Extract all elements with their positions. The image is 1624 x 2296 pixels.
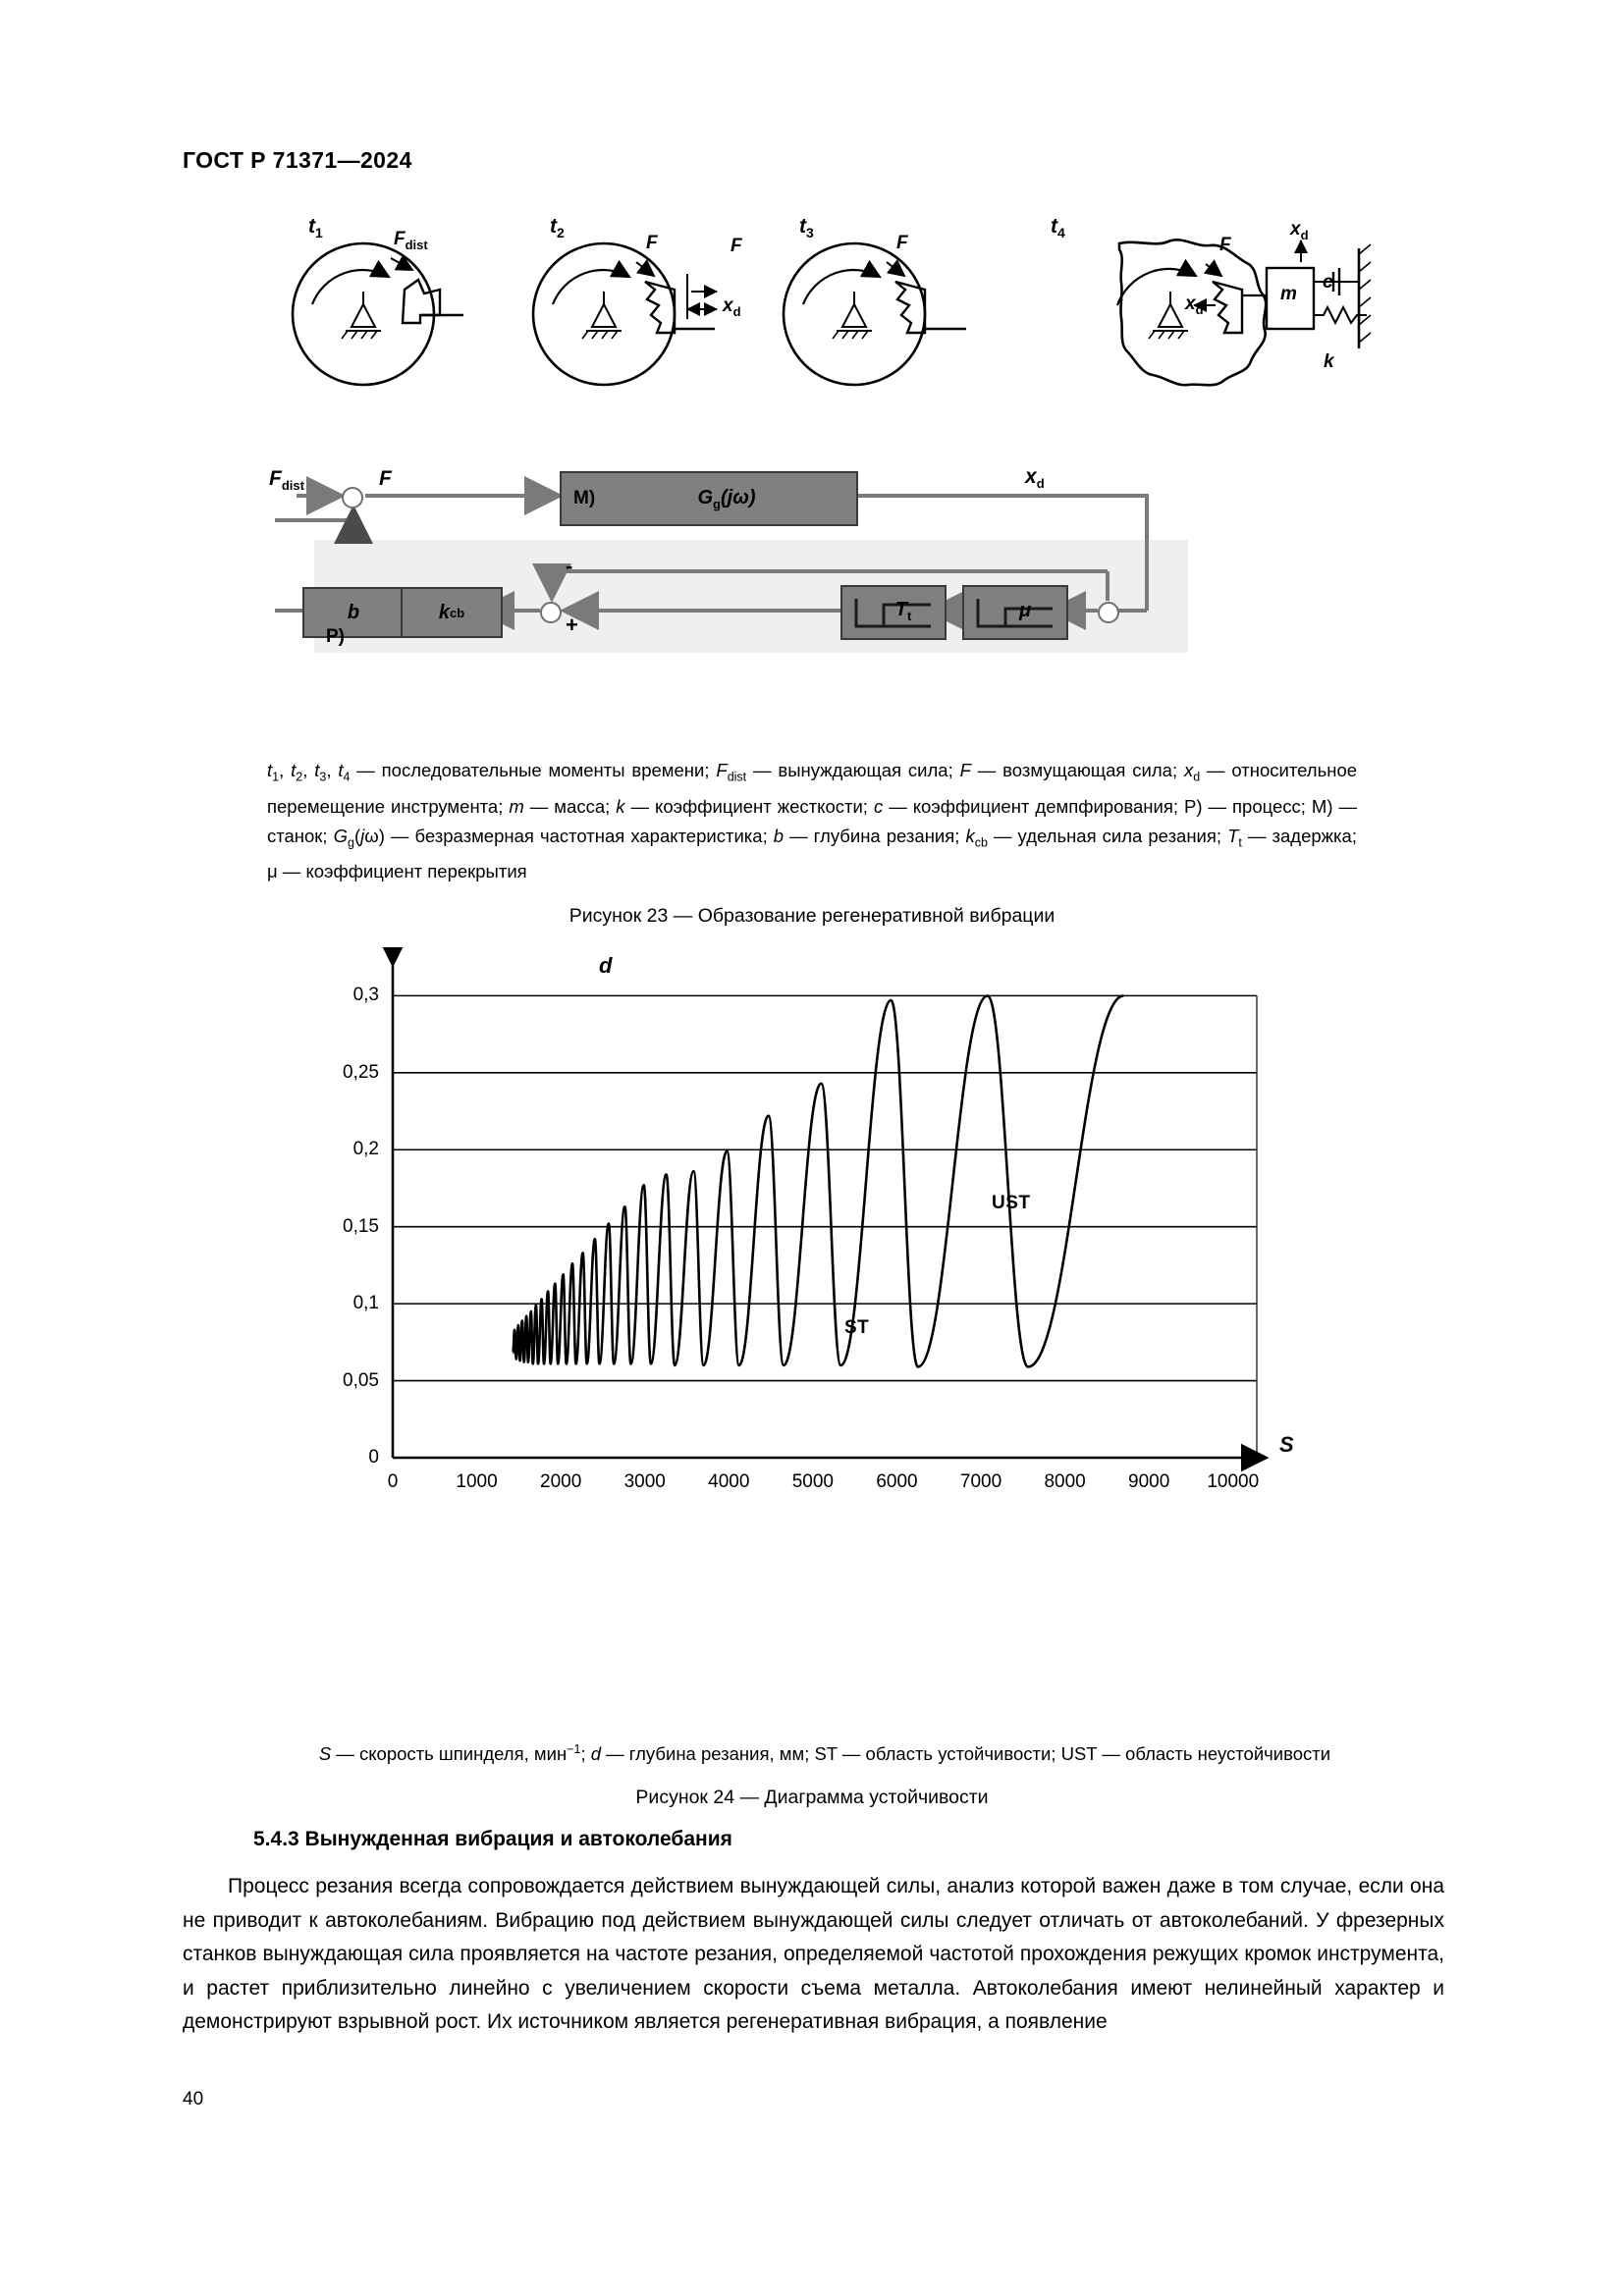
force-label-f-t2: F (646, 233, 658, 253)
figure-23-caption: Рисунок 23 — Образование регенеративной вибрации (568, 905, 1056, 927)
damping-label-c: c (1323, 272, 1333, 293)
summation-node-process (540, 602, 562, 623)
chart-x-tick-label: 1000 (456, 1471, 498, 1492)
block-diagram (269, 461, 1384, 672)
stability-lobe-curve (513, 995, 1123, 1366)
chart-x-tick-label: 6000 (876, 1471, 918, 1492)
label-fdist-input: $F_{dist}$ (269, 467, 304, 494)
force-label-f-t2-right: F (731, 236, 742, 256)
chart-svg (245, 947, 1404, 1723)
block-b: b (302, 587, 405, 638)
figure-24-caption: Рисунок 24 — Диаграмма устойчивости (635, 1787, 989, 1808)
block-kcb: k cb (401, 587, 503, 638)
chart-x-tick-label: 2000 (540, 1471, 582, 1492)
disp-label-xd-t2: $x_d$ (723, 295, 741, 319)
section-paragraph (183, 1870, 1444, 2040)
chart-x-tick-label: 3000 (623, 1471, 666, 1492)
stiffness-label-k: k (1324, 351, 1334, 372)
label-f-force: F (379, 467, 392, 490)
block-mu-step-icon (964, 587, 1066, 638)
chart-x-tick-label: 8000 (1044, 1471, 1086, 1492)
disp-label-xd-mass: $x_d$ (1290, 219, 1309, 242)
chart-y-axis-label: d (599, 953, 613, 978)
chart-x-axis-label: S (1279, 1432, 1294, 1457)
chart-x-tick-label: 0 (387, 1471, 399, 1492)
sign-plus: + (566, 613, 578, 637)
chart-x-tick-label: 10000 (1207, 1471, 1260, 1492)
block-tt-step-icon (842, 587, 945, 638)
zone-label-ust: UST (992, 1193, 1031, 1213)
time-label-t4: $t_4$ (1051, 215, 1065, 241)
figure-23-graphic (275, 211, 1384, 447)
chart-x-tick-label: 9000 (1128, 1471, 1170, 1492)
chart-x-tick-label: 7000 (959, 1471, 1002, 1492)
chart-x-tick-label: 4000 (708, 1471, 750, 1492)
mass-label-m: m (1280, 284, 1297, 304)
label-xd-output: $x_d$ (1025, 465, 1045, 492)
process-tag: P) (326, 626, 345, 647)
chart-y-tick-label: 0,25 (343, 1061, 379, 1083)
chart-y-tick-label: 0 (368, 1447, 379, 1468)
block-machine-gg (560, 471, 858, 526)
force-label-f-t3: F (896, 233, 908, 253)
chart-y-tick-label: 0,05 (343, 1369, 379, 1391)
chart-y-tick-label: 0,3 (352, 985, 379, 1006)
sign-minus: - (566, 554, 573, 578)
paragraph-text: Процесс резания всегда сопровождается действием вынуждающей силы, анализ которой важен даже в том случае, если она не приводит к автоколебаниям. Вибрацию под действием вынуждающей силы следует отличать от автоколебаний. У фрезерных станков вынуждающая сила проявляется на частоте резания, определяемой частотой прохождения режущих кромок инструмента, и растет приблизительно линейно с увеличением скорости съема металла. Автоколебания имеют нелинейный характер и демонстрируют взрывной рост. Их источником является регенеративная вибрация, а появление (183, 1875, 1444, 2033)
block-machine-tag: M) (573, 488, 596, 508)
standard-header: ГОСТ Р 71371—2024 (183, 147, 412, 173)
time-label-t3: $t_3$ (799, 215, 814, 241)
figure-23-svg (275, 211, 1384, 447)
block-gg-label: $G_g(j\omega)$ (697, 486, 756, 511)
branch-node-output (1098, 602, 1119, 623)
time-label-t1: $t_1$ (308, 215, 323, 241)
summation-node-input (342, 487, 363, 508)
figure-23-legend: $t_1$, $t_2$, $t_3$, $t_4$ — последовательные моменты времени; $F_{dist}$ — вынуждающая сила; F — возмущающая сила; $x_d$ — относительное перемещение инструмента; m — масса; k — коэффициент жесткости; c — коэффициент демпфирования; P) — процесс; M) — станок; $G_g(j\omega)$ — безразмерная частотная характеристика; b — глубина резания; $k_{cb}$ — удельная сила резания; $T_t$ — задержка; μ — коэффициент перекрытия (267, 760, 1358, 882)
chart-y-tick-label: 0,15 (343, 1215, 379, 1237)
zone-label-st: ST (844, 1317, 870, 1338)
page-number: 40 (183, 2089, 204, 2109)
force-label-f-t4: F (1219, 235, 1231, 255)
block-mu: μ (962, 585, 1068, 640)
force-label-fdist: $F_{dist}$ (394, 229, 428, 252)
section-heading: 5.4.3 Вынужденная вибрация и автоколебания (253, 1828, 732, 1850)
chart-y-tick-label: 0,2 (352, 1139, 379, 1160)
time-label-t2: $t_2$ (550, 215, 565, 241)
chart-y-tick-label: 0,1 (352, 1293, 379, 1314)
block-tt: $T_t$ (840, 585, 947, 640)
figure-24-legend: S — скорость шпинделя, мин$^{-1}$; d — глубина резания, мм; ST — область устойчивости; UST — область неустойчивости (318, 1742, 1331, 1765)
figure-24-chart (245, 947, 1404, 1723)
chart-x-tick-label: 5000 (791, 1471, 835, 1492)
disp-label-xd-t4: $x_d$ (1185, 294, 1204, 317)
